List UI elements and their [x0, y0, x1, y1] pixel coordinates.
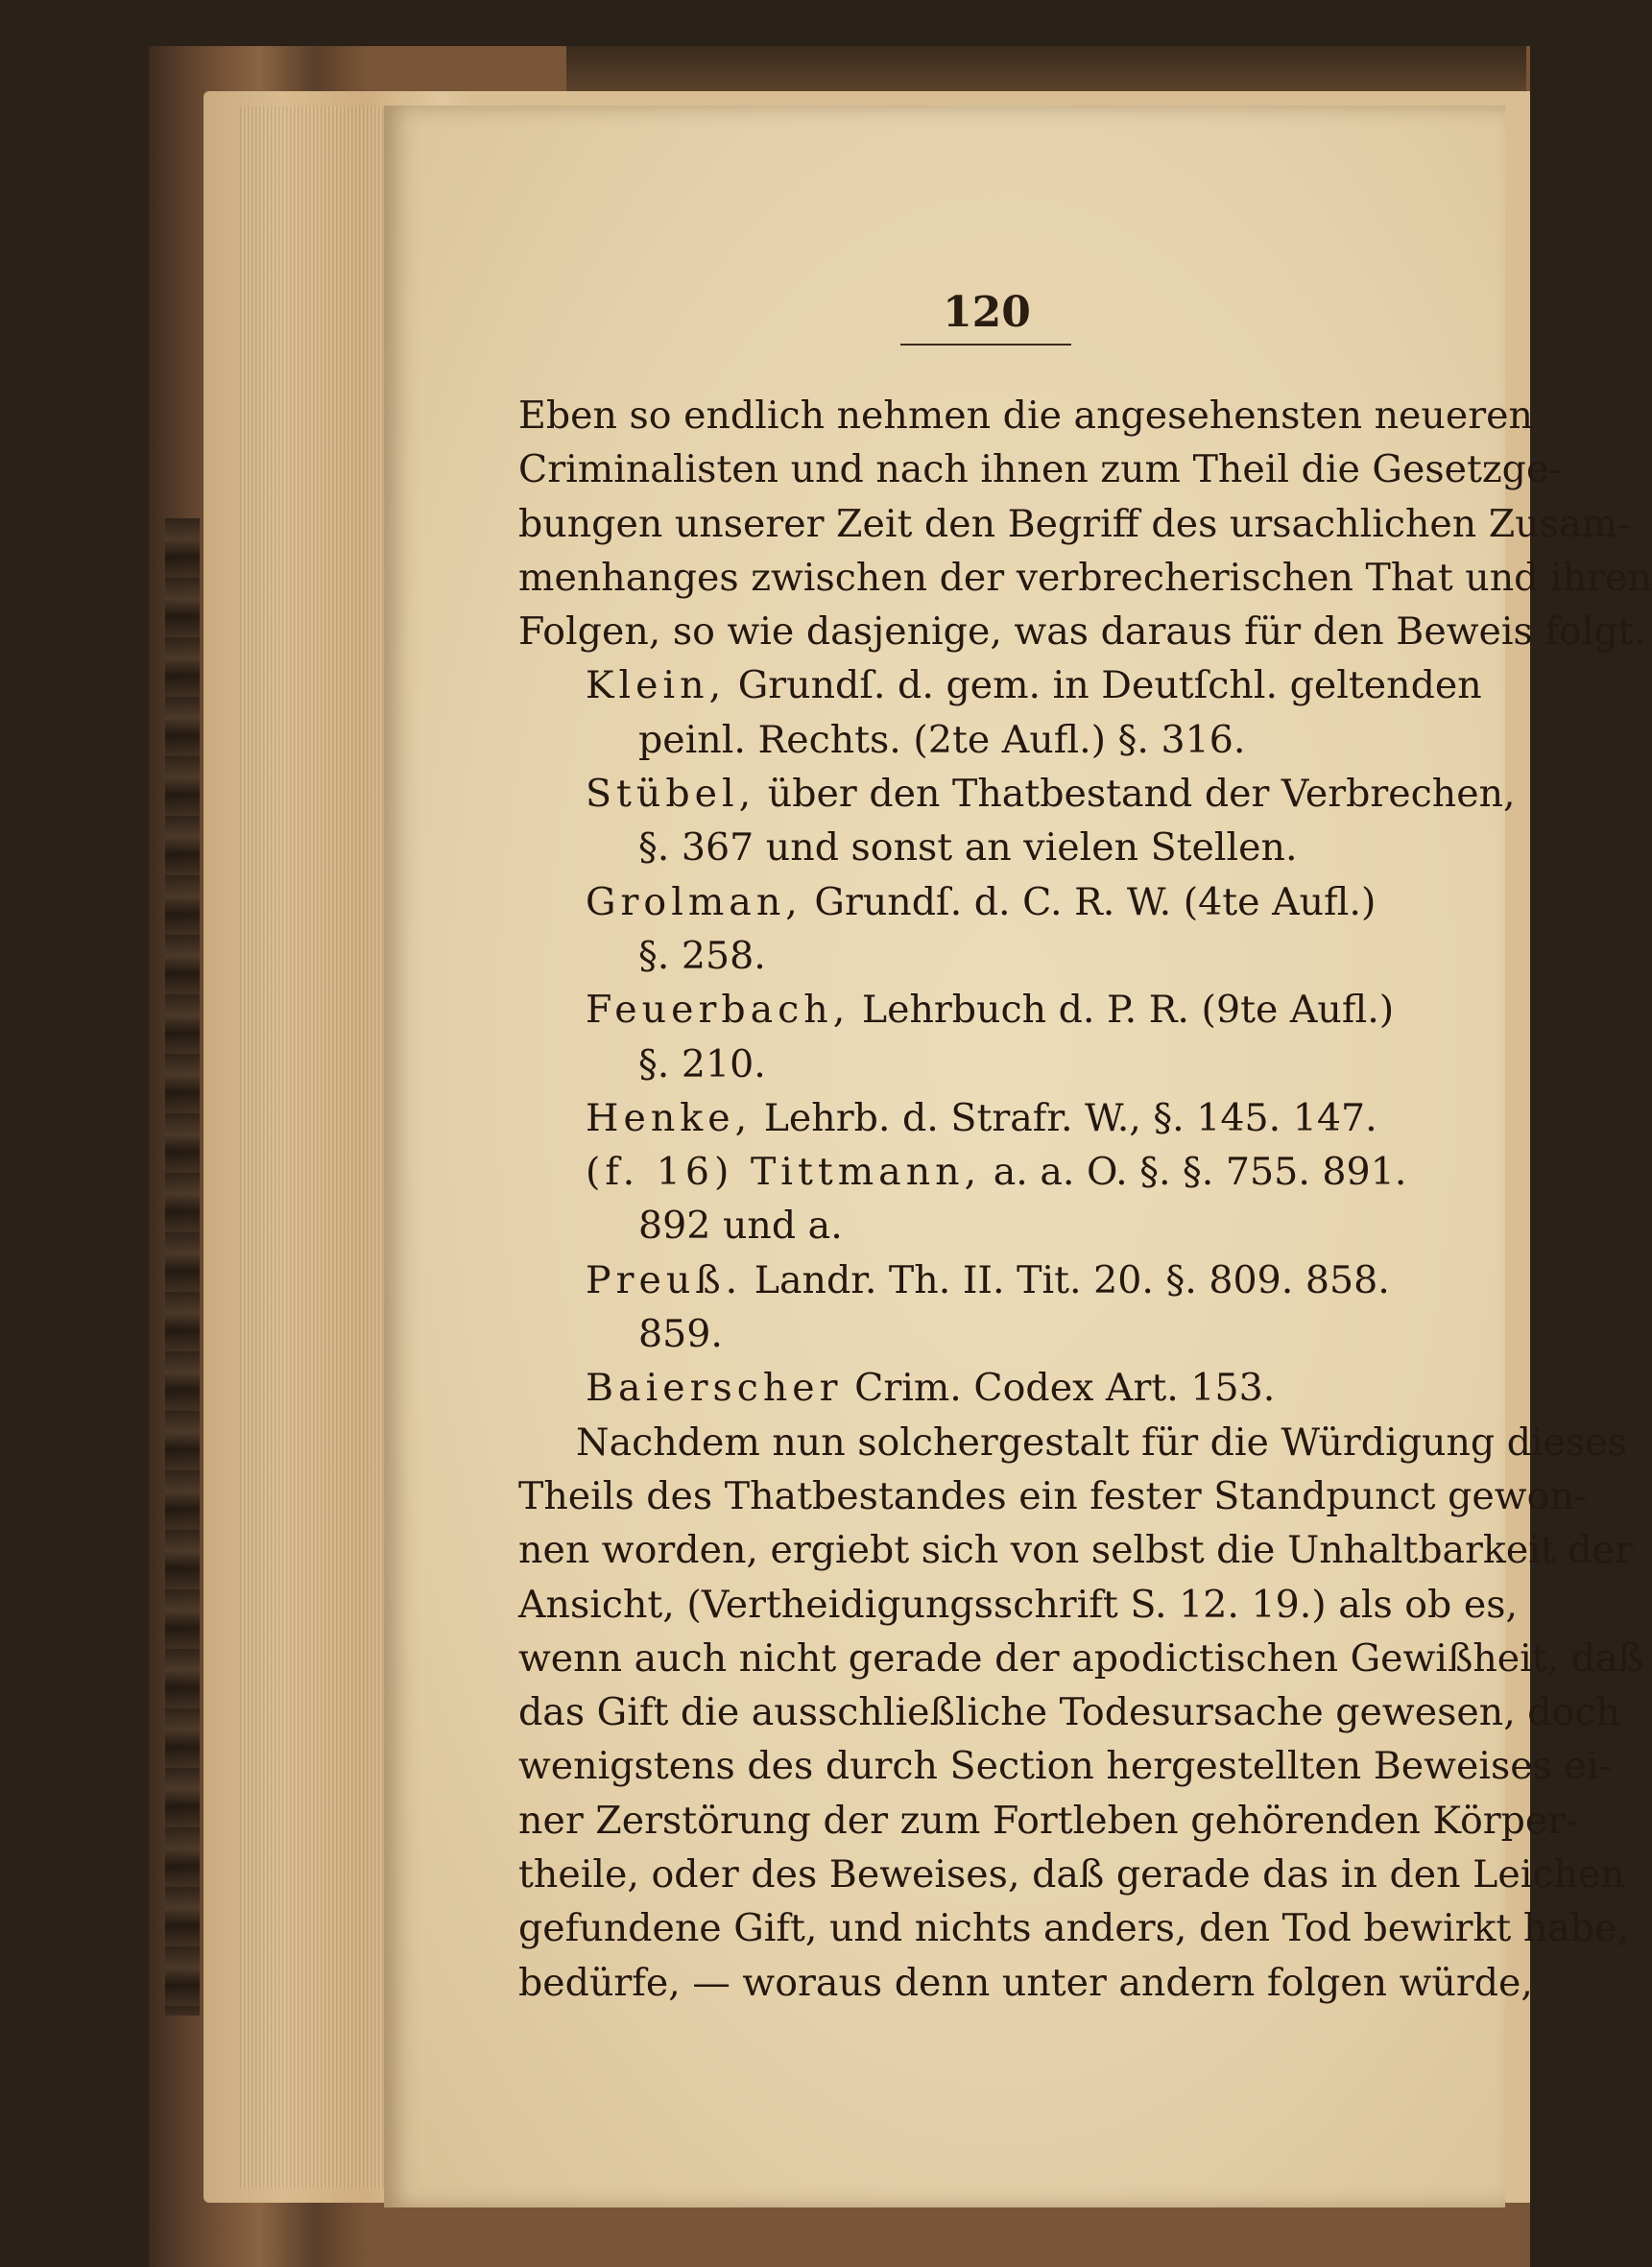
text-line	[518, 658, 1482, 712]
page-text	[518, 389, 1652, 2010]
line-text: das Gift die ausschließliche Todesursache gewesen, doch	[518, 1690, 1620, 1735]
text-line	[518, 1253, 1464, 1307]
text-line	[518, 551, 1652, 605]
line-text: Lehrb. d. Strafr. W., §. 145. 147.	[752, 1095, 1377, 1140]
line-text: §. 210.	[638, 1041, 766, 1086]
text-line	[518, 497, 1631, 551]
line-text: Theils des Thatbestandes ein fester Standpunct gewon-	[518, 1473, 1588, 1518]
line-text: Eben so endlich nehmen die angesehensten neueren	[518, 394, 1533, 438]
line-text: 859.	[638, 1312, 723, 1357]
line-text: 892 und a.	[638, 1204, 843, 1249]
text-line	[518, 605, 1646, 658]
text-line	[518, 1199, 1464, 1253]
text-line	[518, 875, 1464, 929]
text-line	[518, 1632, 1643, 1685]
line-text: wenn auch nicht gerade der apodictischen Gewißheit, daß	[518, 1635, 1643, 1681]
line-text: Folgen, so wie dasjenige, was daraus für den Beweis folgt.	[518, 609, 1646, 655]
book-spine	[165, 518, 200, 2016]
text-line	[518, 442, 1562, 496]
text-line	[518, 1956, 1533, 2010]
line-text: Crim. Codex Art. 153.	[842, 1366, 1276, 1411]
line-text: §. 367 und sonst an vielen Stellen.	[638, 825, 1298, 871]
line-text: §. 258.	[638, 933, 766, 978]
text-line	[518, 767, 1516, 821]
line-text: Nachdem nun solchergestalt für die Würdigung dieses	[576, 1420, 1627, 1465]
text-line	[518, 1145, 1464, 1199]
text-line	[518, 1361, 1464, 1415]
line-text: Lehrbuch d. P. R. (9te Aufl.)	[850, 988, 1395, 1033]
text-line	[518, 1848, 1625, 1901]
text-line	[518, 983, 1464, 1037]
author-name: Henke,	[586, 1095, 753, 1140]
line-text: bungen unserer Zeit den Begriff des ursachlichen Zusam-	[518, 501, 1631, 546]
text-line	[518, 1091, 1464, 1145]
text-line	[518, 821, 1464, 874]
line-text: Landr. Th. II. Tit. 20. §. 809. 858.	[742, 1257, 1390, 1302]
line-text: Grundſ. d. gem. in Deutſchl. geltenden	[726, 663, 1482, 708]
text-line	[518, 1416, 1627, 1469]
author-name: Feuerbach,	[586, 988, 850, 1033]
author-name: Preuß.	[586, 1257, 743, 1302]
line-text: Grundſ. d. C. R. W. (4te Aufl.)	[802, 879, 1377, 924]
line-text: Criminalisten und nach ihnen zum Theil die Gesetzge-	[518, 447, 1562, 492]
text-line	[518, 929, 1464, 983]
line-text: a. a. O. §. §. 755. 891.	[981, 1150, 1407, 1195]
text-line	[518, 389, 1533, 442]
author-name: Stübel,	[586, 772, 756, 817]
text-line	[518, 1307, 1464, 1361]
text-line	[518, 1523, 1633, 1577]
page-edges	[240, 106, 384, 2188]
line-text: peinl. Rechts. (2te Aufl.) §. 316.	[638, 717, 1246, 762]
text-line	[518, 1038, 1464, 1091]
author-name: (f. 16) Tittmann,	[586, 1150, 982, 1195]
page-number-rule	[900, 344, 1071, 346]
line-text: gefundene Gift, und nichts anders, den Tod bewirkt habe,	[518, 1906, 1630, 1951]
line-text: wenigstens des durch Section hergestellten Beweises ei-	[518, 1744, 1612, 1789]
line-text: ner Zerstörung der zum Fortleben gehörenden Körper-	[518, 1798, 1579, 1843]
text-line	[518, 1578, 1519, 1632]
text-line	[518, 1469, 1588, 1523]
author-name: Klein,	[586, 663, 727, 708]
author-name: Grolman,	[586, 879, 802, 924]
text-line	[518, 1685, 1620, 1739]
line-text: bedürfe, — woraus denn unter andern folgen würde,	[518, 1960, 1533, 2005]
text-line	[518, 1901, 1630, 1955]
line-text: menhanges zwischen der verbrecherischen That und ihren	[518, 555, 1652, 600]
text-line	[518, 713, 1464, 767]
text-line	[518, 1739, 1612, 1793]
page-number: 120	[943, 288, 1031, 337]
author-name: Baierscher	[586, 1366, 843, 1411]
line-text: Ansicht, (Vertheidigungsschrift S. 12. 19.) als ob es,	[518, 1582, 1519, 1627]
text-line	[518, 1794, 1579, 1848]
line-text: theile, oder des Beweises, daß gerade das in den Leichen	[518, 1852, 1625, 1897]
line-text: über den Thatbestand der Verbrechen,	[755, 772, 1516, 817]
line-text: nen worden, ergiebt sich von selbst die Unhaltbarkeit der	[518, 1528, 1633, 1573]
